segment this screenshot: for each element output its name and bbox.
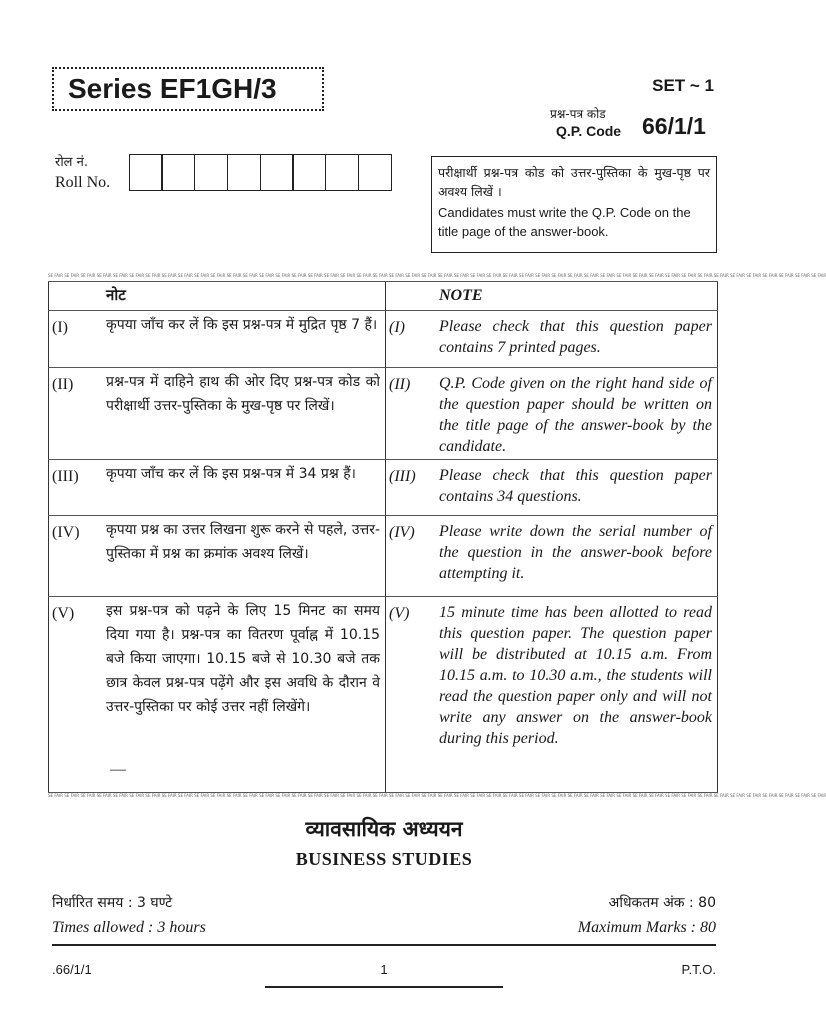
note-text-hindi: प्रश्न-पत्र में दाहिने हाथ की ओर दिए प्रश्न-पत्र कोड को परीक्षार्थी उत्तर-पुस्तिका के मुख-पृष्ठ पर लिखें। bbox=[106, 374, 380, 414]
roll-no-box bbox=[292, 154, 326, 191]
qp-code-label: Q.P. Code bbox=[556, 123, 622, 139]
note-text-hindi: कृपया जाँच कर लें कि इस प्रश्न-पत्र में 34 प्रश्न हैं। bbox=[106, 466, 356, 482]
set-label: SET ~ 1 bbox=[652, 76, 714, 95]
roll-no-box bbox=[325, 154, 359, 191]
note-number-en: (II) bbox=[389, 376, 411, 393]
note-number-hindi: (II) bbox=[52, 376, 74, 393]
note-heading-hindi: नोट bbox=[106, 286, 126, 304]
note-number-hindi: (V) bbox=[52, 605, 75, 622]
time-allowed-en: Times allowed : 3 hours bbox=[52, 919, 206, 936]
roll-no-box bbox=[227, 154, 261, 191]
note-text-en: Please check that this question paper contains 7 printed pages. bbox=[439, 318, 712, 356]
note-number-en: (I) bbox=[389, 319, 405, 336]
note-text-hindi: कृपया जाँच कर लें कि इस प्रश्न-पत्र में मुद्रित पृष्ठ 7 हैं। bbox=[106, 317, 378, 333]
fair-strip-top: SE FAIR SE FAIR SE FAIR SE FAIR SE FAIR SE FAIR SE FAIR SE FAIR SE FAIR SE FAIR SE FAIR SE FAIR SE FAIR SE FAIR SE FAIR SE FAIR SE FAIR SE FAIR SE FAIR SE FAIR SE FAIR SE FAIR SE FAIR SE FAIR SE FAIR SE FAIR SE FAIR SE FAIR SE FAIR SE FAIR SE FAIR SE FAIR SE FAIR SE FAIR SE FAIR SE FAIR SE FAIR SE FAIR SE FAIR SE FAIR SE FAIR SE FAIR SE FAIR SE FAIR SE FAIR SE FAIR SE FAIR SE FAIR bbox=[48, 273, 826, 278]
roll-no-box bbox=[194, 154, 228, 191]
note-text-en: 15 minute time has been allotted to read this question paper. The question paper will be distributed at 10.15 a.m. From 10.15 a.m. to 10.30 a.m., the students will read the question paper only and will not write any answer on the answer-book during this period. bbox=[439, 604, 712, 747]
note-text-hindi: इस प्रश्न-पत्र को पढ़ने के लिए 15 मिनट का समय दिया गया है। प्रश्न-पत्र का वितरण पूर्वाह्न में 10.15 बजे किया जाएगा। 10.15 बजे से 10.30 बजे तक छात्र केवल प्रश्न-पत्र पढ़ेंगे और इस अवधि के दौरान वे उत्तर-पुस्तिका पर कोई उत्तर नहीं लिखेंगे। bbox=[106, 603, 380, 715]
roll-no-boxes bbox=[130, 154, 392, 191]
candidate-instruction-hindi: परीक्षार्थी प्रश्न-पत्र कोड को उत्तर-पुस्तिका के मुख-पृष्ठ पर अवश्य लिखें । bbox=[438, 165, 710, 199]
fair-strip-bottom: SE FAIR SE FAIR SE FAIR SE FAIR SE FAIR SE FAIR SE FAIR SE FAIR SE FAIR SE FAIR SE FAIR SE FAIR SE FAIR SE FAIR SE FAIR SE FAIR SE FAIR SE FAIR SE FAIR SE FAIR SE FAIR SE FAIR SE FAIR SE FAIR SE FAIR SE FAIR SE FAIR SE FAIR SE FAIR SE FAIR SE FAIR SE FAIR SE FAIR SE FAIR SE FAIR SE FAIR SE FAIR SE FAIR SE FAIR SE FAIR SE FAIR SE FAIR SE FAIR SE FAIR SE FAIR SE FAIR SE FAIR SE FAIR bbox=[48, 793, 826, 798]
max-marks-hindi: अधिकतम अंक : 80 bbox=[608, 895, 716, 911]
roll-no-hindi-label: रोल नं. bbox=[55, 155, 88, 170]
note-text-en: Please check that this question paper contains 34 questions. bbox=[439, 467, 712, 505]
footer-qp-code: .66/1/1 bbox=[52, 962, 92, 977]
note-table bbox=[48, 281, 718, 793]
candidate-instruction-en: Candidates must write the Q.P. Code on the title page of the answer-book. bbox=[438, 205, 691, 239]
note-text-en: Q.P. Code given on the right hand side of the question paper should be written on the title page of the answer-book by the candidate. bbox=[439, 375, 712, 455]
footer-underline bbox=[265, 986, 503, 988]
series-label: Series EF1GH/3 bbox=[52, 67, 324, 111]
qp-code-value: 66/1/1 bbox=[642, 113, 706, 139]
note-number-en: (V) bbox=[389, 605, 410, 622]
candidate-instruction-box bbox=[431, 156, 717, 253]
note-number-en: (III) bbox=[389, 468, 416, 485]
subject-title-en: BUSINESS STUDIES bbox=[295, 849, 473, 869]
page-number: 1 bbox=[380, 962, 388, 977]
note-number-en: (IV) bbox=[389, 524, 415, 541]
roll-no-label: Roll No. bbox=[55, 174, 111, 191]
note-number-hindi: (IV) bbox=[52, 524, 80, 541]
divider-line bbox=[52, 944, 716, 946]
note-heading-en: NOTE bbox=[439, 287, 483, 304]
note-end-dash: — bbox=[110, 761, 126, 778]
max-marks-en: Maximum Marks : 80 bbox=[577, 919, 716, 936]
roll-no-box bbox=[260, 154, 294, 191]
roll-no-box bbox=[358, 154, 392, 191]
note-number-hindi: (I) bbox=[52, 319, 68, 336]
roll-no-box bbox=[161, 154, 195, 191]
qp-code-hindi-label: प्रश्न-पत्र कोड bbox=[550, 107, 606, 121]
note-text-en: Please write down the serial number of the question in the answer-book before attempting it. bbox=[439, 523, 712, 582]
pto-label: P.T.O. bbox=[681, 962, 716, 977]
subject-title-hindi: व्यावसायिक अध्ययन bbox=[305, 817, 463, 841]
roll-no-box bbox=[129, 154, 163, 191]
note-text-hindi: कृपया प्रश्न का उत्तर लिखना शुरू करने से पहले, उत्तर-पुस्तिका में प्रश्न का क्रमांक अवश्य लिखें। bbox=[106, 522, 380, 562]
time-allowed-hindi: निर्धारित समय : 3 घण्टे bbox=[52, 895, 173, 911]
note-number-hindi: (III) bbox=[52, 468, 79, 485]
